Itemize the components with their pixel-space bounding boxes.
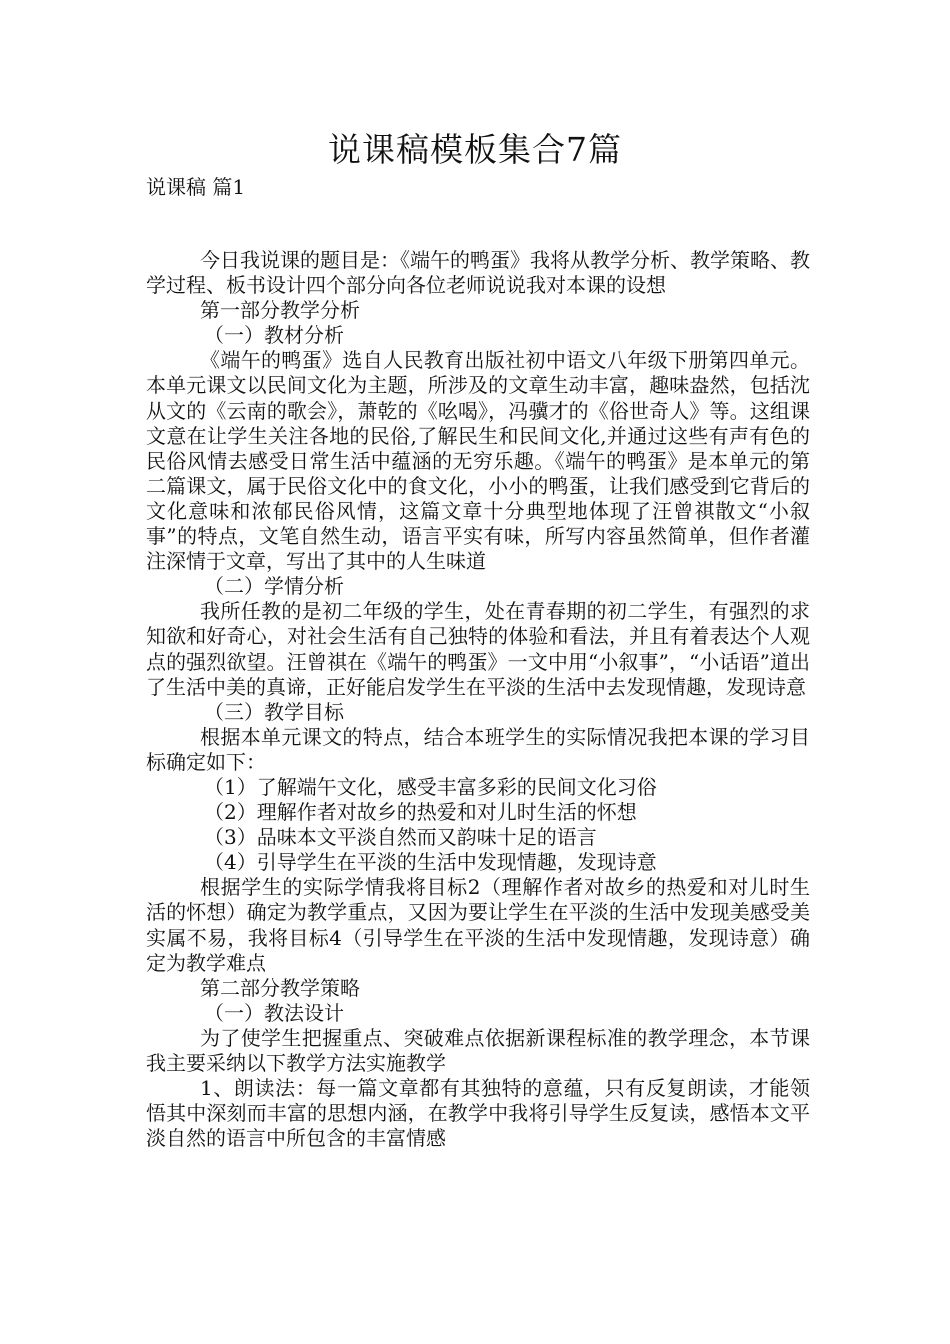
section-heading: 第一部分教学分析 [200,298,360,323]
goal-item: （3）品味本文平淡自然而又韵味十足的语言 [204,825,597,850]
goal-item: （2）理解作者对故乡的热爱和对儿时生活的怀想 [204,800,637,825]
body-paragraph: 为了使学生把握重点、突破难点依据新课程标准的教学理念，本节课我主要采纳以下教学方法实施教学 [146,1025,810,1075]
document-body [146,248,810,1151]
document-title: 说课稿模板集合7篇 [328,130,622,169]
intro-paragraph: 今日我说课的题目是：《端午的鸭蛋》我将从教学分析、教学策略、教学过程、板书设计四个部分向各位老师说说我对本课的设想 [146,248,810,298]
subsection-heading: （一）教法设计 [204,1000,344,1025]
body-paragraph: 我所任教的是初二年级的学生，处在青春期的初二学生，有强烈的求知欲和好奇心，对社会生活有自己独特的体验和看法，并且有着表达个人观点的强烈欲望。汪曾祺在《端午的鸭蛋》一文中用“小叙事”，“小话语”道出了生活中美的真谛，正好能启发学生在平淡的生活中去发现情趣，发现诗意 [146,599,810,699]
goal-item: （4）引导学生在平淡的生活中发现情趣，发现诗意 [204,850,657,875]
document-subtitle: 说课稿 篇1 [146,175,246,199]
body-paragraph: 根据学生的实际学情我将目标2（理解作者对故乡的热爱和对儿时生活的怀想）确定为教学重点，又因为要让学生在平淡的生活中发现美感受美实属不易，我将目标4（引导学生在平淡的生活中发现情趣，发现诗意）确定为教学难点 [146,875,810,975]
body-paragraph: 根据本单元课文的特点，结合本班学生的实际情况我把本课的学习目标确定如下： [146,724,810,774]
section-heading: 第二部分教学策略 [200,975,360,1000]
body-paragraph: 1、朗读法：每一篇文章都有其独特的意蕴，只有反复朗读，才能领悟其中深刻而丰富的思想内涵，在教学中我将引导学生反复读，感悟本文平淡自然的语言中所包含的丰富情感 [146,1076,810,1151]
subsection-heading: （三）教学目标 [204,699,344,724]
body-paragraph: 《端午的鸭蛋》选自人民教育出版社初中语文八年级下册第四单元。本单元课文以民间文化为主题，所涉及的文章生动丰富，趣味盎然，包括沈从文的《云南的歌会》，萧乾的《吆喝》，冯骥才的《俗世奇人》等。这组课文意在让学生关注各地的民俗,了解民生和民间文化,并通过这些有声有色的民俗风情去感受日常生活中蕴涵的无穷乐趣。《端午的鸭蛋》是本单元的第二篇课文，属于民俗文化中的食文化，小小的鸭蛋，让我们感受到它背后的文化意味和浓郁民俗风情，这篇文章十分典型地体现了汪曾祺散文“小叙事”的特点，文笔自然生动，语言平实有味，所写内容虽然简单，但作者灌注深情于文章，写出了其中的人生味道 [146,348,810,574]
goal-item: （1）了解端午文化，感受丰富多彩的民间文化习俗 [204,774,657,799]
subsection-heading: （二）学情分析 [204,574,344,599]
subsection-heading: （一）教材分析 [204,323,344,348]
